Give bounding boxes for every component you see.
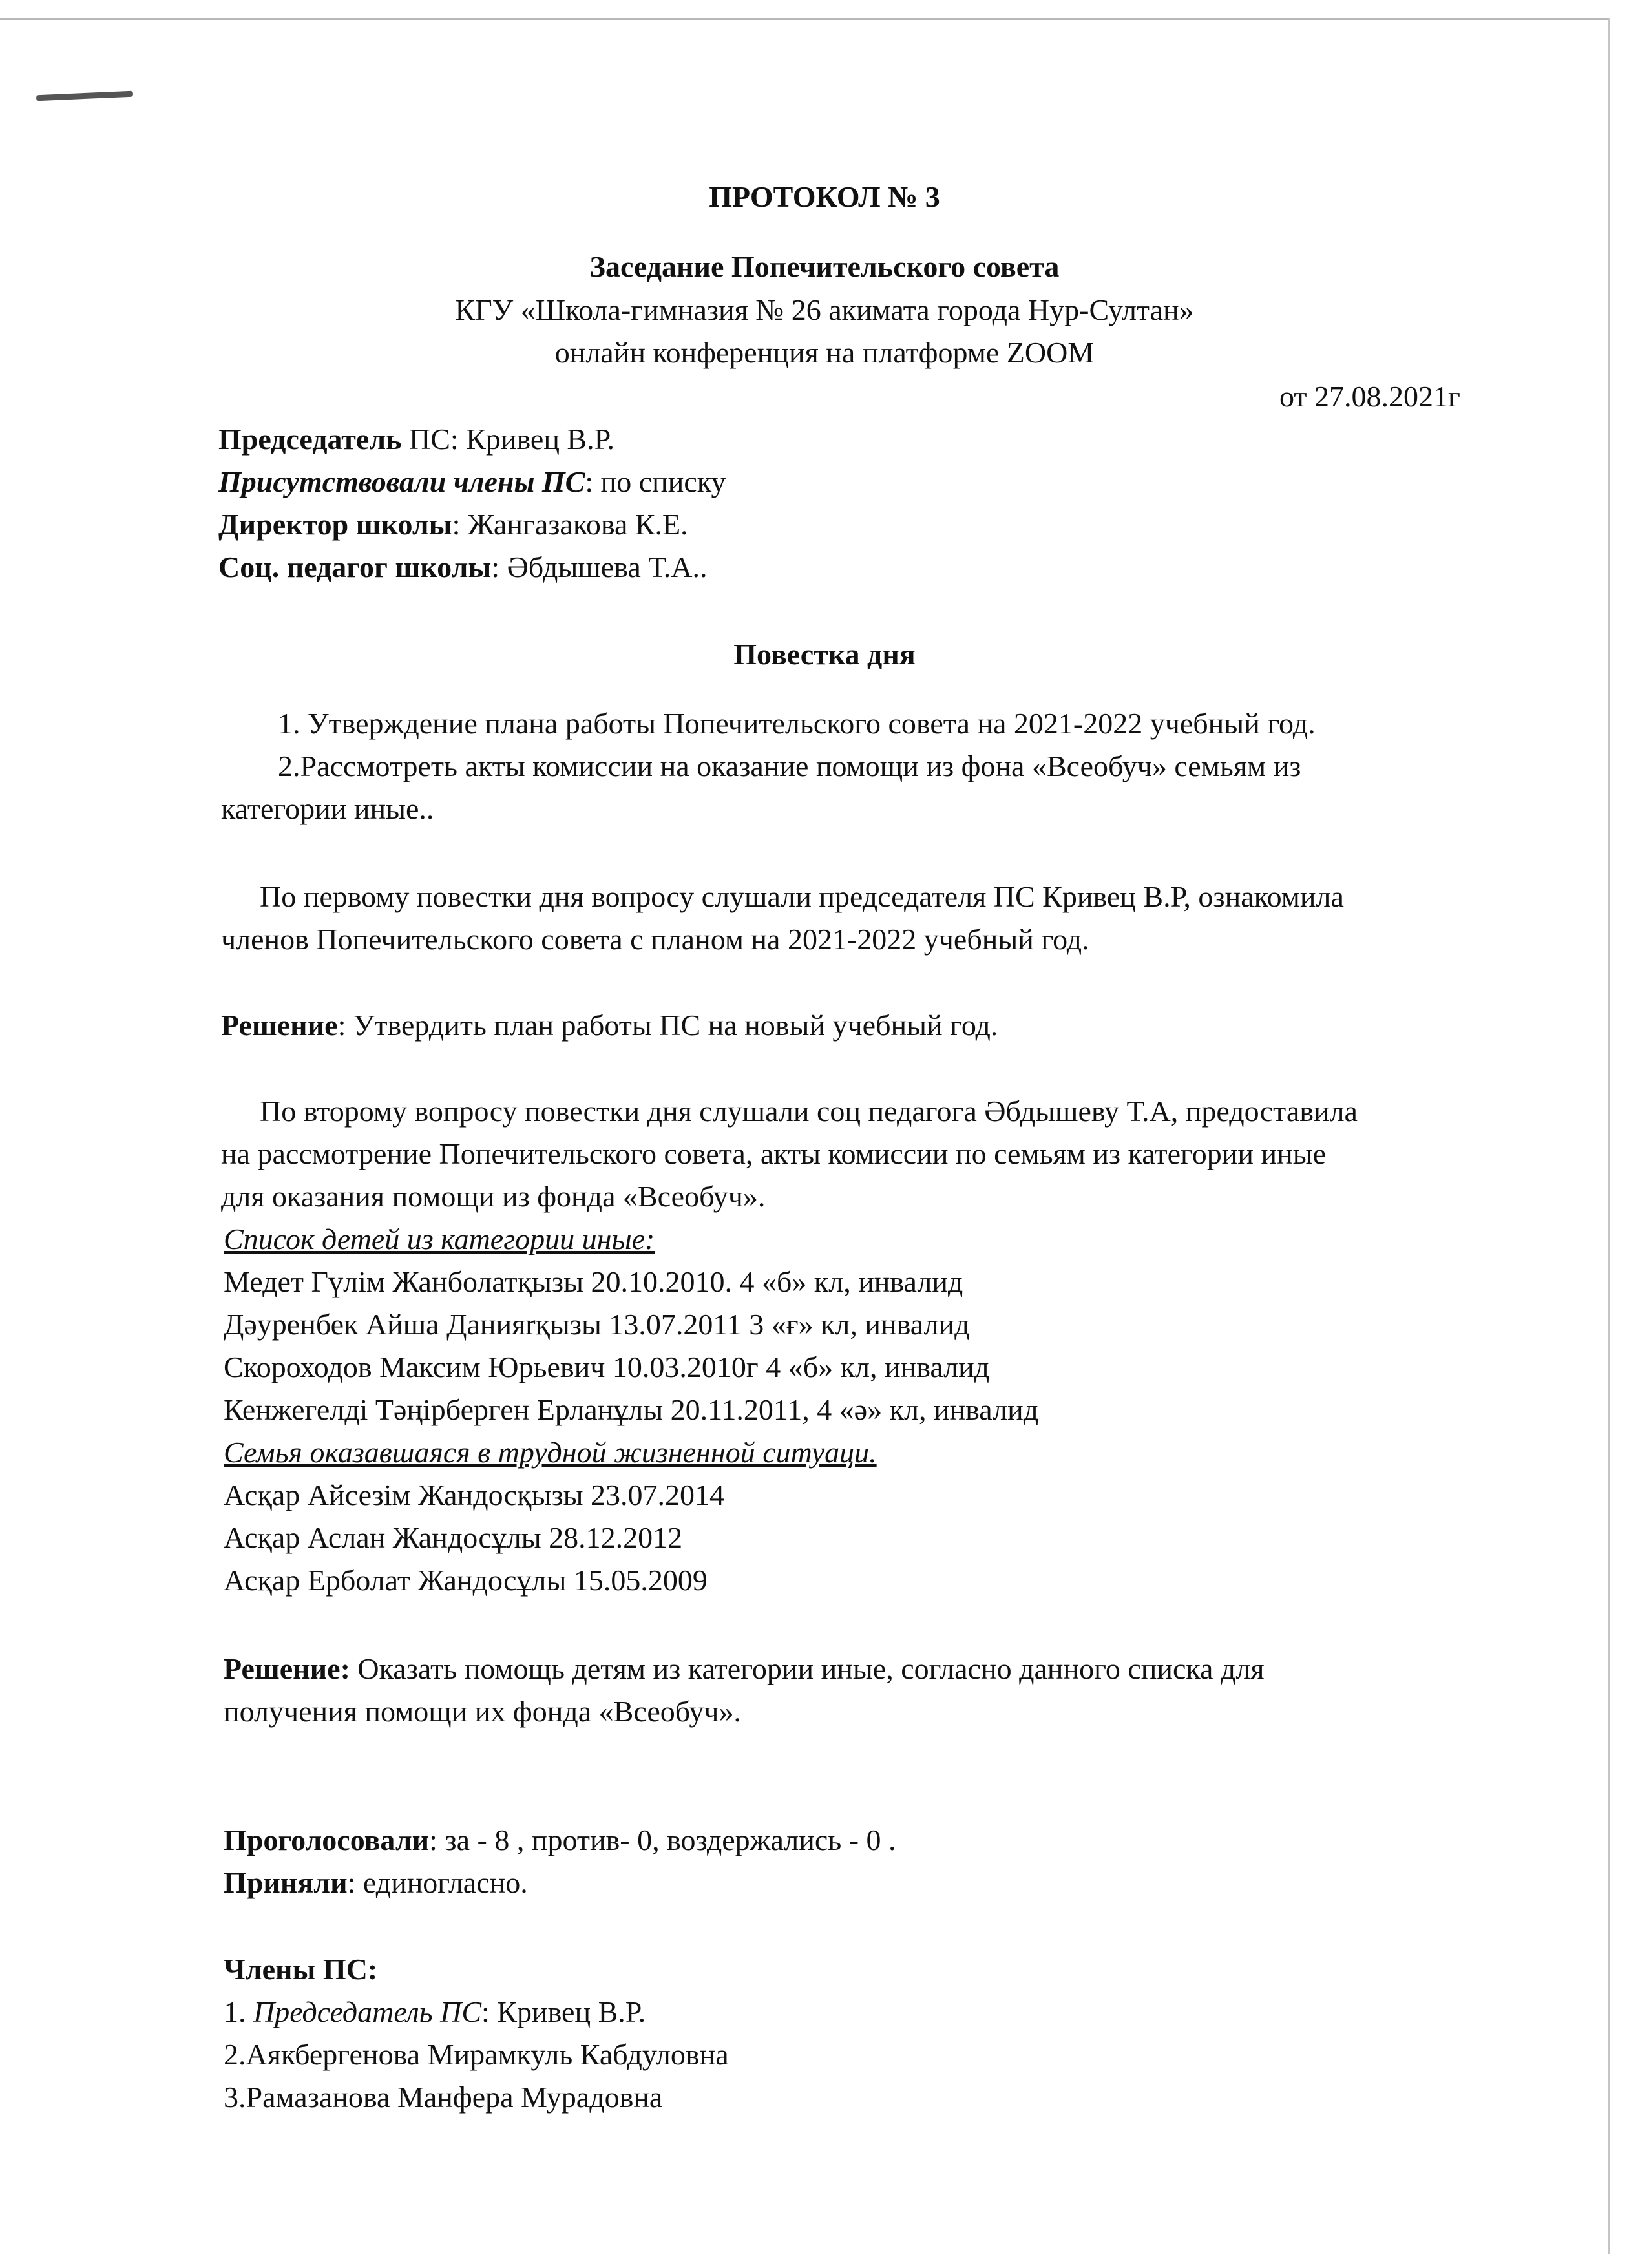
member-1: [224, 1993, 646, 2032]
chair-line: [218, 420, 614, 459]
child-entry: Медет Гүлім Жанболатқызы 20.10.2010. 4 «б» кл, инвалид: [224, 1265, 963, 1298]
second-question-text-cont-1: на рассмотрение Попечительского совета, акты комиссии по семьям из категории иные: [221, 1137, 1327, 1170]
first-decision-value: : Утвердить план работы ПС на новый учебный год.: [337, 1009, 998, 1042]
social-pedagogue-line: [218, 548, 707, 587]
meeting-date: от 27.08.2021г: [1279, 380, 1460, 413]
children-list-heading: Список детей из категории иные:: [224, 1223, 655, 1255]
chair-label: Председатель: [218, 423, 402, 456]
members-present-label: Присутствовали члены ПС: [218, 465, 585, 498]
second-question-text: По второму вопросу повестки дня слушали соц педагога Әбдышеву Т.А, предоставила: [260, 1095, 1358, 1128]
second-decision-value: Оказать помощь детям из категории иные, согласно данного списка для: [350, 1652, 1265, 1685]
second-decision: [224, 1650, 1265, 1688]
member-2: 2.Аякбергенова Мирамкуль Кабдуловна: [224, 2038, 729, 2071]
family-member-entry: Асқар Аслан Жандосұлы 28.12.2012: [224, 1521, 683, 1554]
protocol-title: ПРОТОКОЛ № 3: [709, 180, 940, 213]
chair-value: ПС: Кривец В.Р.: [401, 423, 614, 456]
child-entry: Кенжегелді Тәңірберген Ерланұлы 20.11.2011, 4 «ә» кл, инвалид: [224, 1393, 1039, 1426]
meeting-subtitle: Заседание Попечительского совета: [589, 250, 1060, 283]
second-question-text-cont-2: для оказания помощи из фонда «Всеобуч».: [221, 1180, 766, 1213]
scan-edge-top: [0, 18, 1609, 20]
agenda-title: Повестка дня: [733, 638, 916, 671]
family-member-entry: Асқар Айсезім Жандосқызы 23.07.2014: [224, 1478, 725, 1511]
members-present-value: : по списку: [585, 465, 726, 498]
first-question-text: По первому повестки дня вопросу слушали председателя ПС Кривец В.Р, ознакомила: [260, 880, 1344, 913]
director-label: Директор школы: [218, 508, 452, 541]
organization-name: КГУ «Школа-гимназия № 26 акимата города Нур-Султан»: [455, 293, 1194, 326]
director-value: : Жангазакова К.Е.: [452, 508, 688, 541]
first-question-text-cont: членов Попечительского совета с планом на 2021-2022 учебный год.: [221, 923, 1089, 956]
child-entry: Дәуренбек Айша Данияrқызы 13.07.2011 3 «ғ» кл, инвалид: [224, 1308, 970, 1341]
members-present-line: [218, 463, 726, 501]
acceptance-value: : единогласно.: [347, 1866, 528, 1899]
social-pedagogue-value: : Әбдышева Т.А..: [491, 551, 708, 583]
scan-mark: [36, 91, 133, 101]
member-1-name: : Кривец В.Р.: [481, 1995, 646, 2028]
acceptance-result: [224, 1864, 528, 1902]
first-decision-label: Решение: [221, 1009, 338, 1042]
agenda-item-1: 1. Утверждение плана работы Попечительского совета на 2021-2022 учебный год.: [278, 707, 1316, 740]
member-1-role: Председатель ПС: [253, 1995, 481, 2028]
voting-result: [224, 1821, 896, 1860]
agenda-item-2: 2.Рассмотреть акты комиссии на оказание помощи из фона «Всеобуч» семьям из: [278, 750, 1301, 782]
members-heading: Члены ПС:: [224, 1953, 378, 1986]
meeting-format: онлайн конференция на платформе ZOOM: [554, 336, 1095, 369]
second-decision-label: Решение:: [224, 1652, 350, 1685]
second-decision-cont: получения помощи их фонда «Всеобуч».: [224, 1695, 742, 1728]
member-3: 3.Рамазанова Манфера Мурадовна: [224, 2081, 663, 2114]
voting-label: Проголосовали: [224, 1823, 430, 1856]
director-line: [218, 505, 688, 544]
voting-value: : за - 8 , против- 0, воздержались - 0 .: [429, 1823, 896, 1856]
agenda-item-2-cont: категории иные..: [221, 792, 434, 825]
family-member-entry: Асқар Ерболат Жандосұлы 15.05.2009: [224, 1564, 708, 1597]
child-entry: Скороходов Максим Юрьевич 10.03.2010г 4 «б» кл, инвалид: [224, 1350, 990, 1383]
member-1-number: 1.: [224, 1995, 253, 2028]
family-heading: Семья оказавшаяся в трудной жизненной ситуаци.: [224, 1436, 877, 1469]
social-pedagogue-label: Соц. педагог школы: [218, 551, 492, 583]
acceptance-label: Приняли: [224, 1866, 348, 1899]
first-decision: [221, 1006, 998, 1045]
